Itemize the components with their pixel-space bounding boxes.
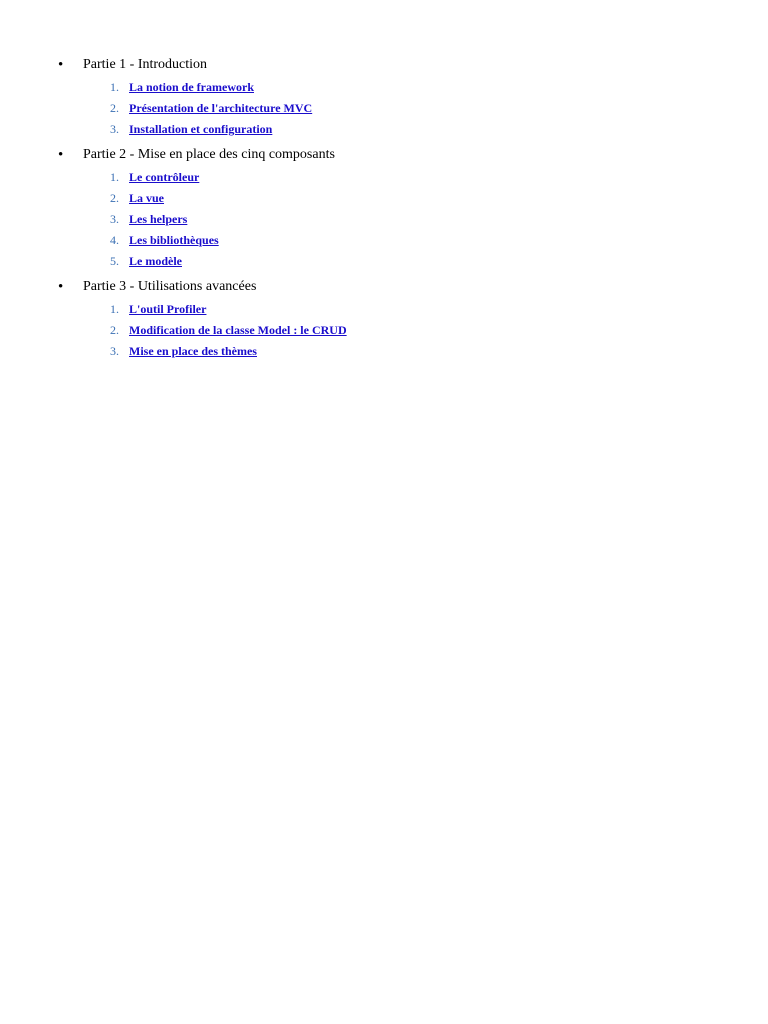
item-number: 1. — [110, 80, 119, 94]
table-of-contents — [56, 55, 736, 367]
list-item — [56, 77, 736, 98]
list-item — [56, 167, 736, 188]
item-number: 3. — [110, 344, 119, 358]
item-number: 2. — [110, 323, 119, 337]
bullet-icon: • — [58, 57, 64, 73]
item-number: 3. — [110, 122, 119, 136]
chapter-link[interactable]: Présentation de l'architecture MVC — [129, 101, 313, 115]
part-chapter-list — [56, 77, 736, 140]
bullet-icon: • — [58, 279, 64, 295]
part-title: Partie 3 - Utilisations avancées — [83, 279, 257, 294]
chapter-link[interactable]: La notion de framework — [129, 80, 254, 94]
list-item — [56, 299, 736, 320]
item-number: 5. — [110, 254, 119, 268]
list-item — [56, 209, 736, 230]
chapter-link[interactable]: Le contrôleur — [129, 170, 200, 184]
part-heading — [56, 55, 736, 75]
toc-part-1 — [56, 55, 736, 140]
item-number: 4. — [110, 233, 119, 247]
list-item — [56, 98, 736, 119]
list-item — [56, 251, 736, 272]
list-item — [56, 119, 736, 140]
list-item — [56, 188, 736, 209]
part-chapter-list — [56, 299, 736, 362]
item-number: 1. — [110, 170, 119, 184]
part-chapter-list — [56, 167, 736, 272]
part-title: Partie 2 - Mise en place des cinq composants — [83, 147, 335, 162]
chapter-link[interactable]: Les helpers — [129, 212, 188, 226]
part-heading — [56, 277, 736, 297]
list-item — [56, 230, 736, 251]
item-number: 3. — [110, 212, 119, 226]
toc-part-2 — [56, 145, 736, 272]
part-title: Partie 1 - Introduction — [83, 57, 208, 72]
chapter-link[interactable]: La vue — [129, 191, 165, 205]
bullet-icon: • — [58, 147, 64, 163]
chapter-link[interactable]: Mise en place des thèmes — [129, 344, 257, 358]
part-heading — [56, 145, 736, 165]
chapter-link[interactable]: Le modèle — [129, 254, 182, 268]
chapter-link[interactable]: Modification de la classe Model : le CRUD — [129, 323, 347, 337]
chapter-link[interactable]: Installation et configuration — [129, 122, 273, 136]
chapter-link[interactable]: L'outil Profiler — [129, 302, 207, 316]
item-number: 1. — [110, 302, 119, 316]
list-item — [56, 341, 736, 362]
item-number: 2. — [110, 101, 119, 115]
toc-part-3 — [56, 277, 736, 362]
chapter-link[interactable]: Les bibliothèques — [129, 233, 219, 247]
list-item — [56, 320, 736, 341]
item-number: 2. — [110, 191, 119, 205]
